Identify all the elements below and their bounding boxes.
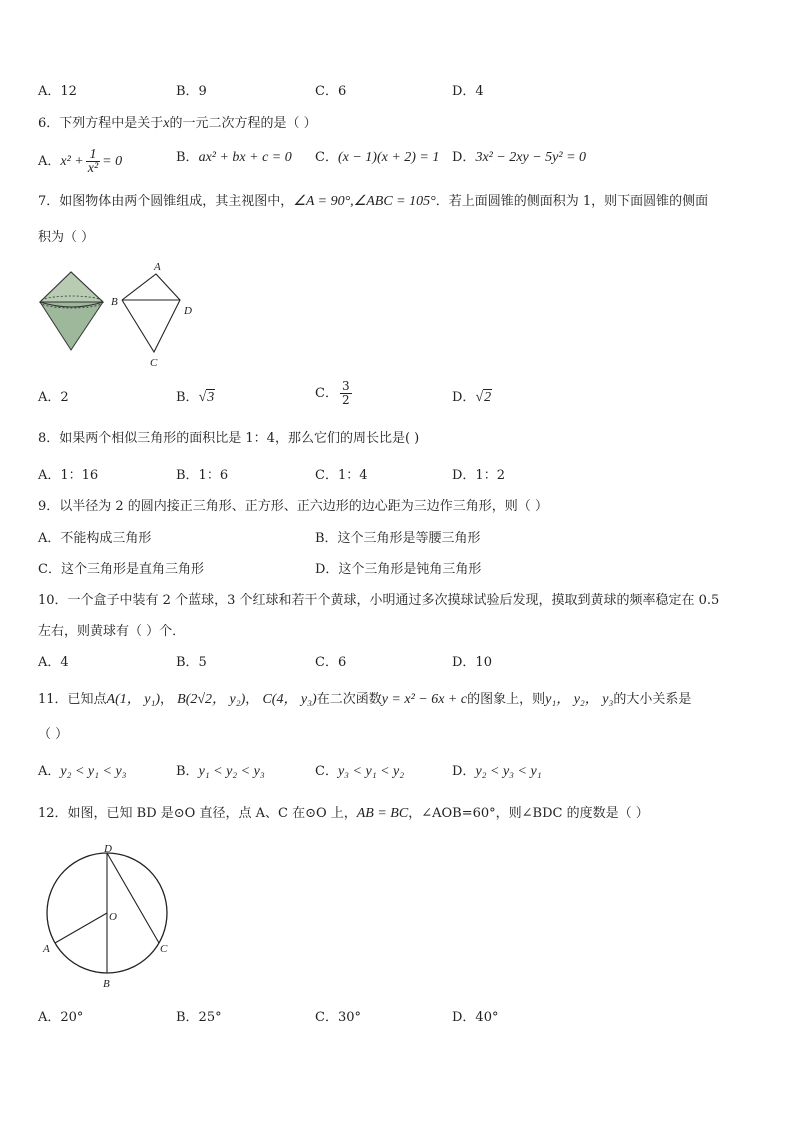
q10-option-b: B．5 [176, 655, 207, 670]
q6-a-fraction: $\frac{1}{\text{x²}}$ [87, 147, 99, 176]
label-b: B [103, 978, 110, 990]
q12-option-a: A．20° [38, 1010, 84, 1025]
q8-stem: 8．如果两个相似三角形的面积比是 1：4，那么它们的周长比是( ) [38, 431, 420, 446]
q12-option-d: D．40° [452, 1010, 499, 1025]
q5-option-b: B．9 [176, 84, 207, 99]
q10-option-c: C．6 [315, 655, 347, 670]
q7-option-a: A．2 [38, 390, 69, 405]
label-b: B [111, 296, 118, 308]
sqrt-3: √3 [198, 390, 215, 405]
q11-stem: 11．已知点A(1， y₁)， B(2√2， y₂)， C(4， y₃)在二次函数y = x² − 6x + c的图象上，则y₁， y₂， y₃的大小关系是 [38, 692, 692, 707]
q6-stem: 6．下列方程中是关于x的一元二次方程的是（ ） [38, 116, 317, 131]
q9-option-d: D．这个三角形是钝角三角形 [315, 562, 482, 577]
q12-circle-figure [36, 840, 176, 990]
label-o: O [109, 911, 117, 923]
double-cone-figure [40, 272, 103, 350]
arc-equality: AB = BC [356, 806, 409, 821]
q8-option-c: C．1：4 [315, 468, 368, 483]
q6-option-c: C．(x − 1)(x + 2) = 1 [315, 150, 440, 165]
q7-stem-line2: 积为（ ） [38, 230, 95, 245]
q12-option-b: B．25° [176, 1010, 222, 1025]
label-a: A [154, 261, 161, 273]
q9-option-a: A．不能构成三角形 [38, 531, 152, 546]
q12-option-c: C．30° [315, 1010, 361, 1025]
label-c: C [160, 943, 168, 955]
q7-option-b: B．√3 [176, 390, 215, 405]
q10-stem-line2: 左右，则黄球有（ ）个． [38, 624, 186, 639]
label-d: D [184, 305, 192, 317]
segment-oa [55, 913, 107, 943]
q6-option-d: D．3x² − 2xy − 5y² = 0 [452, 150, 587, 165]
sqrt-2: √2 [475, 390, 492, 405]
q9-option-b: B．这个三角形是等腰三角形 [315, 531, 481, 546]
q7-c-fraction: $\frac{3}{2}$ [341, 379, 350, 407]
q5-option-d: D．4 [452, 84, 484, 99]
q6-option-b: B．ax² + bx + c = 0 [176, 150, 292, 165]
q9-stem: 9．以半径为 2 的圆内接正三角形、正方形、正六边形的边心距为三边作三角形，则（ ） [38, 499, 548, 514]
q10-option-a: A．4 [38, 655, 69, 670]
q10-stem: 10．一个盒子中装有 2 个蓝球，3 个红球和若干个黄球，小明通过多次摸球试验后发现，摸取到黄球的频率稳定在 0.5 [38, 593, 720, 608]
q8-option-b: B．1：6 [176, 468, 229, 483]
q12-stem: 12．如图，已知 BD 是⊙O 直径，点 A、C 在⊙O 上，AB = BC，∠AOB=60°，则∠BDC 的度数是（ ） [38, 806, 649, 821]
q11-option-c: C．y₃ < y₁ < y₂ [315, 764, 405, 779]
q7-option-d: D．√2 [452, 390, 492, 405]
q5-option-a: A．12 [38, 84, 77, 99]
q9-option-c: C．这个三角形是直角三角形 [38, 562, 204, 577]
label-d: D [104, 843, 112, 855]
q10-option-d: D．10 [452, 655, 492, 670]
front-view-figure [111, 261, 192, 369]
q7-figure [36, 260, 206, 372]
q11-option-a: A．y₂ < y₁ < y₃ [38, 764, 127, 779]
q11-stem-line2: （ ） [38, 727, 69, 742]
label-c: C [150, 357, 158, 369]
q11-option-b: B．y₁ < y₂ < y₃ [176, 764, 265, 779]
q5-option-c: C．6 [315, 84, 347, 99]
q8-option-a: A．1：16 [38, 468, 99, 483]
q8-option-d: D．1：2 [452, 468, 505, 483]
q7-option-c: C． $\frac{3}{2}$ [315, 379, 350, 407]
segment-dc [107, 853, 159, 943]
q7-stem: 7．如图物体由两个圆锥组成，其主视图中，∠A = 90°,∠ABC = 105°．若上面圆锥的侧面积为 1，则下面圆锥的侧面 [38, 194, 709, 209]
q6-option-a: A．x² + $\frac{1}{\text{x²}}$ = 0 [38, 147, 123, 176]
label-a: A [43, 943, 50, 955]
q11-option-d: D．y₂ < y₃ < y₁ [452, 764, 542, 779]
